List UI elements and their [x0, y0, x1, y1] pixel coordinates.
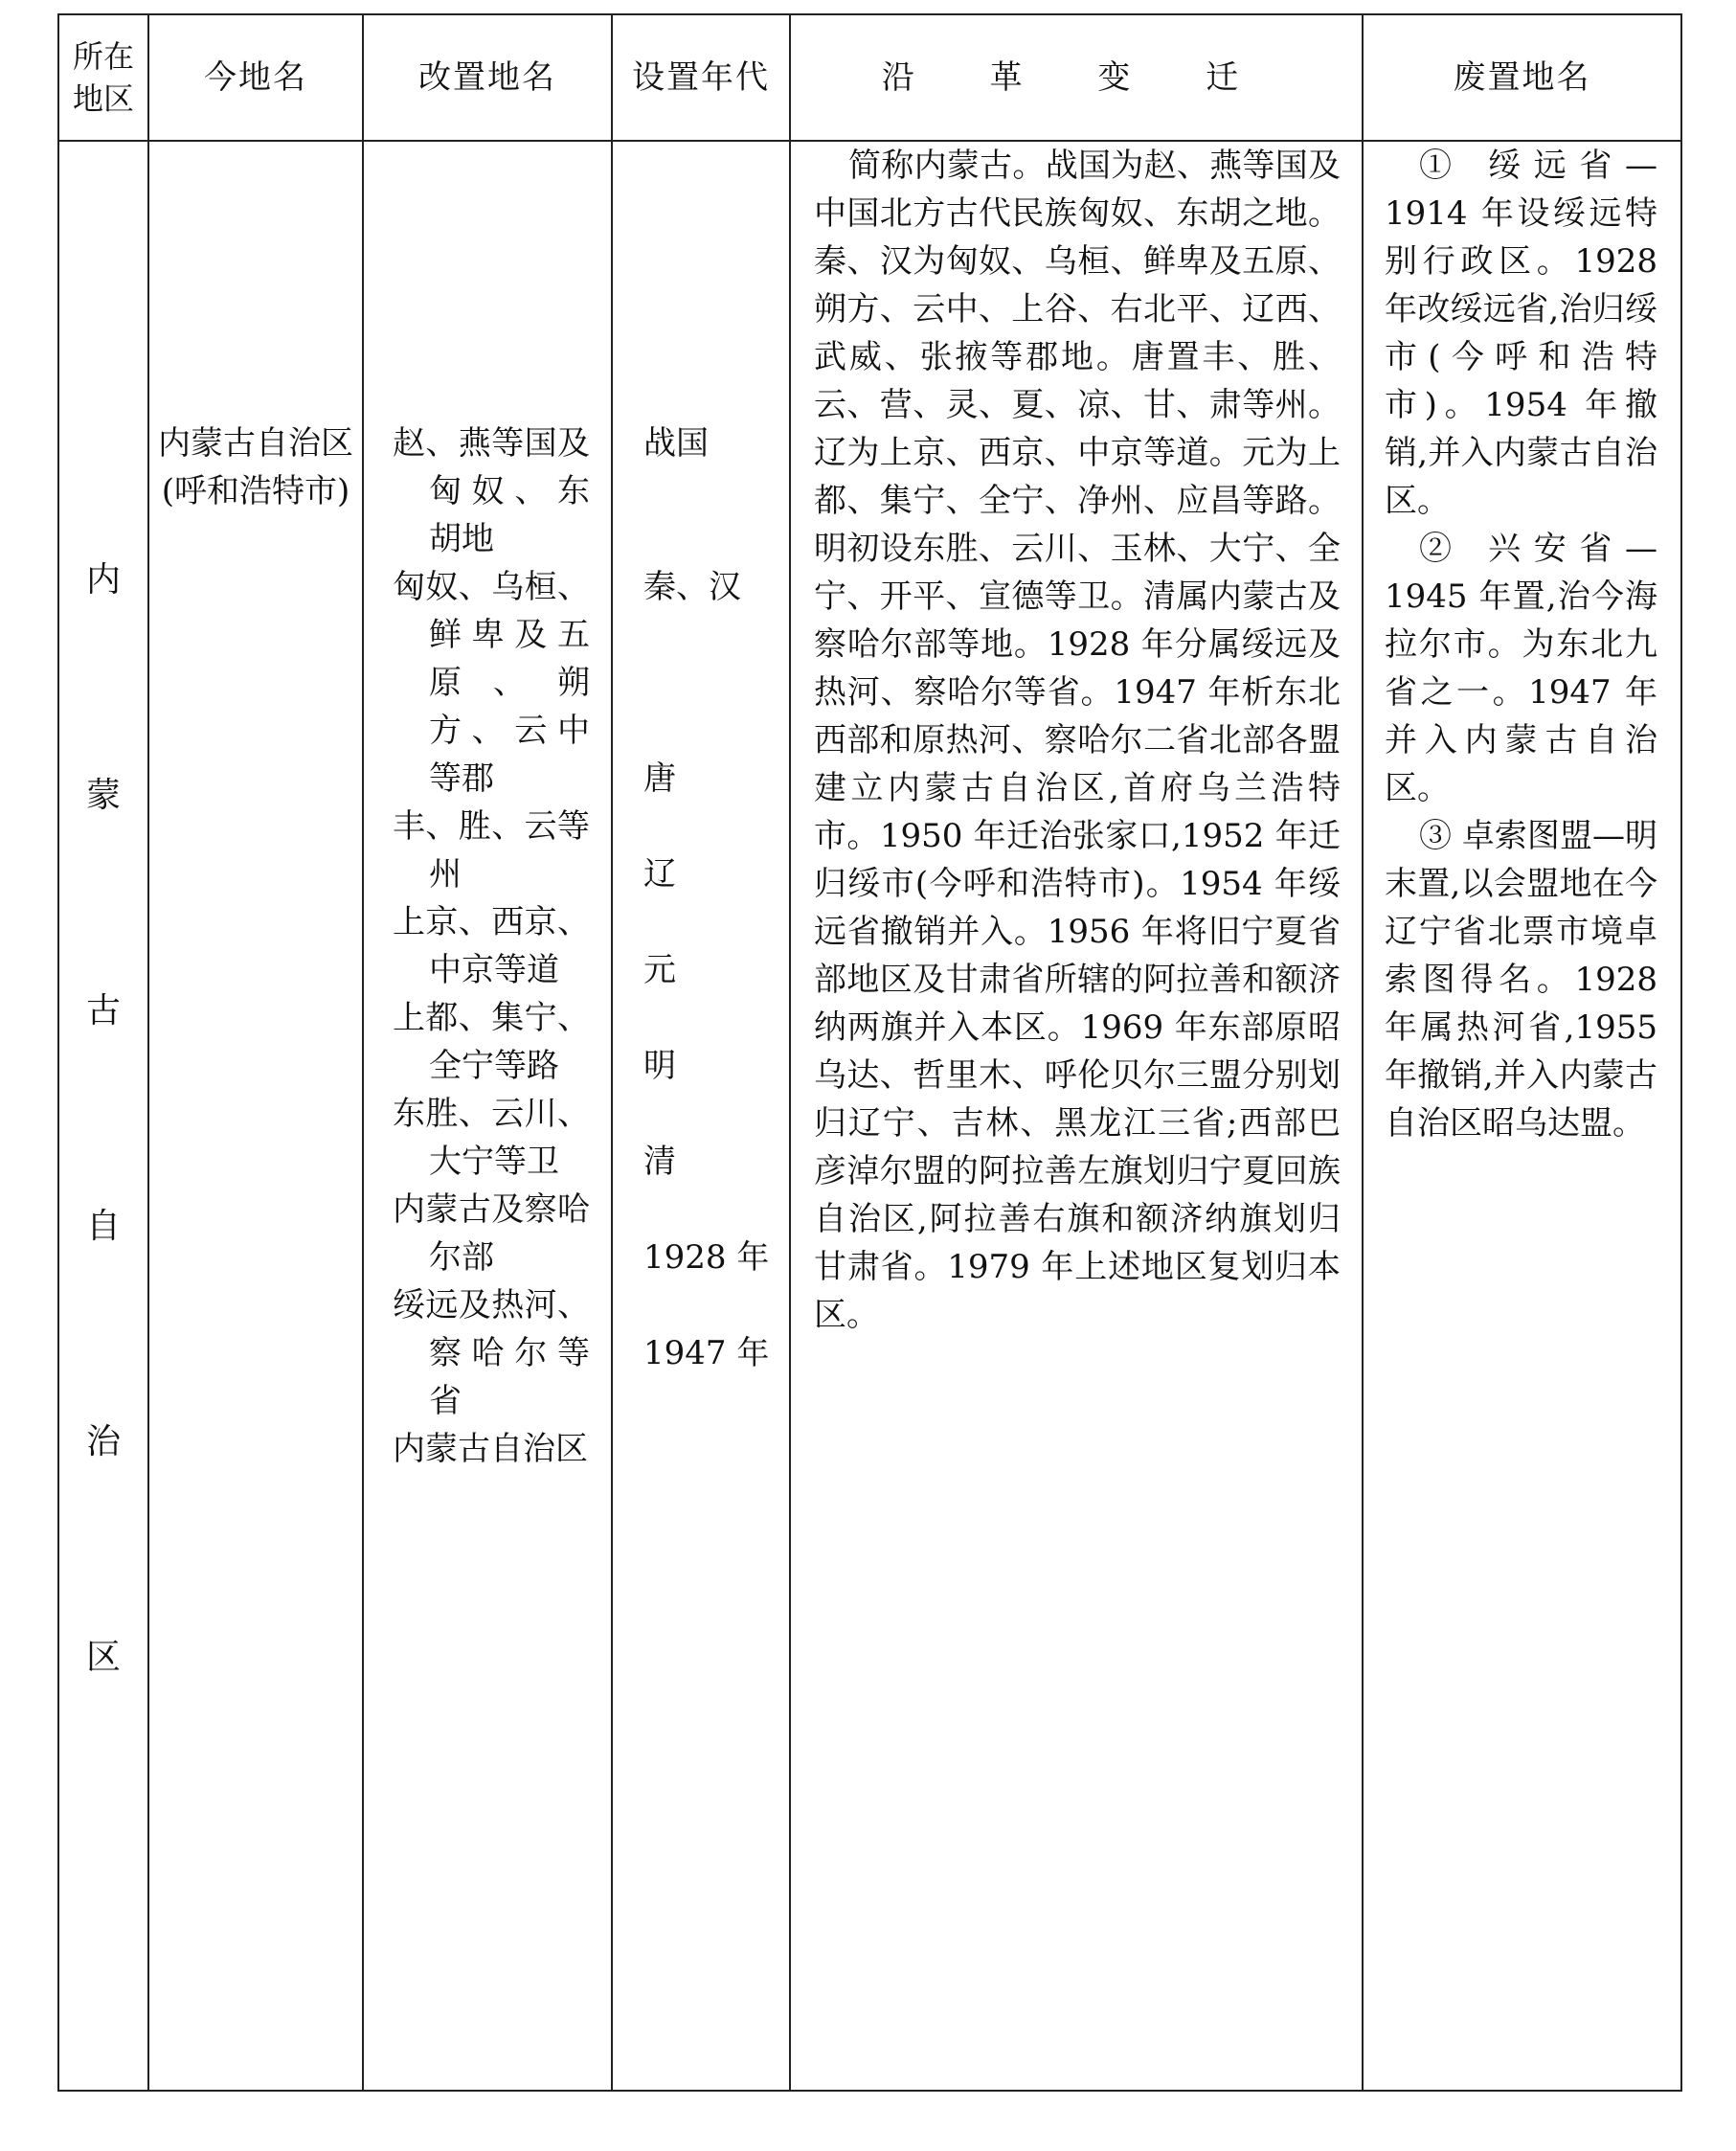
region-char: 区: [85, 1638, 121, 1677]
period-item: 明: [643, 1047, 676, 1085]
today-name-cell: [148, 141, 363, 2091]
header-renamed-text: 改置地名: [418, 58, 556, 97]
region-char: 自: [85, 1207, 121, 1246]
period-item: 1947 年: [643, 1334, 770, 1372]
header-row: [58, 14, 1681, 141]
period-list: [613, 142, 789, 1425]
period-item: 元: [643, 951, 676, 989]
body-row: [58, 141, 1681, 2091]
abolished-item: ③ 卓索图盟—明末置,以会盟地在今辽宁省北票市境卓索图得名。1928 年属热河省,1955 年撤销,并入内蒙古自治区昭乌达盟。: [1385, 817, 1657, 1143]
renamed-item: 内蒙古自治区: [393, 1430, 588, 1468]
header-abolished-text: 废置地名: [1453, 58, 1591, 97]
header-region: [58, 14, 148, 141]
history-cell: [790, 141, 1363, 2091]
renamed-item: 上都、集宁、全宁等路: [393, 999, 590, 1085]
region-cell: [58, 141, 148, 2091]
period-cell: [612, 141, 790, 2091]
period-item: 战国: [643, 424, 709, 463]
renamed-item: 上京、西京、中京等道: [393, 903, 590, 989]
header-region-text: 所在地区: [72, 38, 134, 117]
renamed-list: [364, 142, 611, 1473]
abolished-item: ② 兴安省—1945 年置,治今海拉尔市。为东北九省之一。1947 年并入内蒙古自治区。: [1385, 530, 1657, 807]
header-period-text: 设置年代: [632, 58, 770, 97]
today-name-seat: (呼和浩特市): [161, 472, 350, 510]
renamed-item: 丰、胜、云等州: [393, 807, 590, 894]
history-text: 简称内蒙古。战国为赵、燕等国及中国北方古代民族匈奴、东胡之地。秦、汉为匈奴、乌桓、鲜卑及五原、朔方、云中、上谷、右北平、辽西、武威、张掖等郡地。唐置丰、胜、云、营、灵、夏、凉、甘、肃等州。辽为上京、西京、中京等道。元为上都、集宁、全宁、净州、应昌等路。明初设东胜、云川、玉林、大宁、全宁、开平、宣德等卫。清属内蒙古及察哈尔部等地。1928 年分属绥远及热河、察哈尔等省。1947 年析东北西部和原热河、察哈尔二省北部各盟建立内蒙古自治区,首府乌兰浩特市。1950 年迁治张家口,1952 年迁归绥市(今呼和浩特市)。1954 年绥远省撤销并入。1956 年将旧宁夏省部地区及甘肃省所辖的阿拉善和额济纳两旗并入本区。1969 年东部原昭乌达、哲里木、呼伦贝尔三盟分别划归辽宁、吉林、黑龙江三省;西部巴彦淖尔盟的阿拉善左旗划归宁夏回族自治区,阿拉善右旗和额济纳旗划归甘肃省。1979 年上述地区复划归本区。: [814, 147, 1341, 1334]
period-item: 清: [643, 1143, 676, 1181]
renamed-item: 匈奴、乌桓、鲜卑及五原、朔方、云中等郡: [393, 568, 590, 798]
gazetteer-table: [57, 13, 1682, 2092]
header-history-text: 沿 革 变 迁: [881, 58, 1272, 97]
region-char: 内: [85, 560, 121, 600]
renamed-item: 东胜、云川、大宁等卫: [393, 1095, 590, 1181]
renamed-item: 内蒙古及察哈尔部: [393, 1190, 590, 1277]
period-item: 唐: [643, 759, 676, 798]
renamed-item: 绥远及热河、察哈尔等省: [393, 1286, 590, 1420]
region-char: 蒙: [85, 776, 121, 815]
renamed-cell: [363, 141, 612, 2091]
region-char: 治: [85, 1422, 121, 1461]
header-today: [148, 14, 363, 141]
abolished-item: ① 绥远省—1914 年设绥远特别行政区。1928 年改绥远省,治归绥市(今呼和浩特市)。1954 年撤销,并入内蒙古自治区。: [1385, 147, 1657, 520]
abolished-cell: [1363, 141, 1681, 2091]
region-vertical-text: [59, 553, 147, 1679]
period-item: 辽: [643, 855, 676, 894]
today-name-main: 内蒙古自治区: [158, 424, 353, 463]
period-item: 1928 年: [643, 1238, 770, 1277]
today-name: [149, 142, 362, 515]
header-period: [612, 14, 790, 141]
header-today-text: 今地名: [204, 58, 307, 97]
header-history: [790, 14, 1363, 141]
region-char: 古: [85, 991, 121, 1030]
header-renamed: [363, 14, 612, 141]
renamed-item: 赵、燕等国及匈奴、东胡地: [393, 424, 590, 558]
abolished-list: [1364, 142, 1680, 1147]
header-abolished: [1363, 14, 1681, 141]
period-item: 秦、汉: [643, 568, 741, 606]
